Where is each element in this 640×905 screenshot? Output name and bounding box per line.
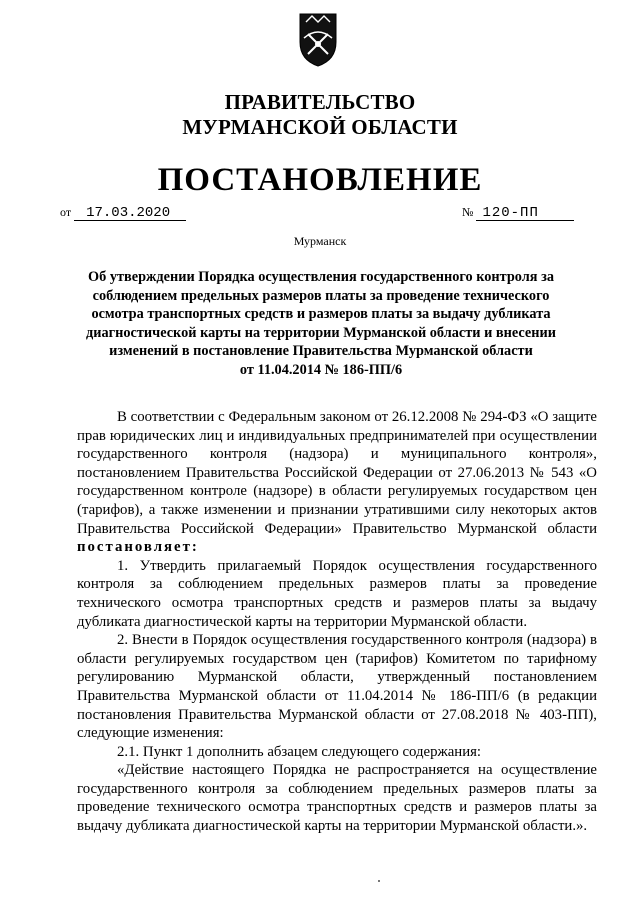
document-number bbox=[462, 205, 574, 221]
number-value: 120-ПП bbox=[476, 206, 574, 221]
clause-2-1-paragraph: 2.1. Пункт 1 дополнить абзацем следующего содержания: bbox=[117, 743, 482, 760]
document-body bbox=[77, 408, 597, 836]
coat-of-arms-icon bbox=[294, 8, 342, 68]
clause-1-paragraph: 1. Утвердить прилагаемый Порядок осуществления государственного контроля за соблюдением предельных размеров платы за проведение технического осмотра транспортных средств и размеров платы за выдачу дубликата диагностической карты на территории Мурманской области. bbox=[77, 557, 597, 630]
document-date bbox=[60, 205, 186, 221]
title-line: изменений в постановление Правительства Мурманской области bbox=[109, 343, 533, 360]
resolves-keyword: постановляет: bbox=[77, 539, 199, 556]
title-line: Об утверждении Порядка осуществления государственного контроля за bbox=[88, 269, 554, 285]
scan-speck bbox=[378, 880, 380, 882]
quoted-addition-paragraph: «Действие настоящего Порядка не распространяется на осуществление государственного контроля за соблюдением предельных размеров платы за проведение технического осмотра транспортных средств и размеров платы за выдачу дубликата диагностической карты на территории Мурманской области.». bbox=[77, 762, 597, 835]
title-line: соблюдением предельных размеров платы за проведение технического bbox=[92, 287, 550, 304]
clause-2-paragraph: 2. Внести в Порядок осуществления государственного контроля (надзора) в области регулируемых государством цен (тарифов) Комитетом по тарифному регулированию Мурманской области, утвержденный постановлением Правительства Мурманской области от 11.04.2014 № 186-ПП/6 (в редакции постановления Правительства Мурманской области от 27.08.2018 № 403-ПП), следующие изменения: bbox=[77, 632, 597, 742]
government-name-line2: МУРМАНСКОЙ ОБЛАСТИ bbox=[182, 115, 458, 139]
preamble-paragraph bbox=[77, 408, 597, 557]
document-type-title: ПОСТАНОВЛЕНИЕ bbox=[157, 162, 483, 198]
government-name-line1: ПРАВИТЕЛЬСТВО bbox=[224, 90, 416, 114]
preamble-text: В соответствии с Федеральным законом от 26.12.2008 № 294-ФЗ «О защите прав юридических лиц и индивидуальных предпринимателей при осуществлении государственного контроля (надзора) и муниципального контроля», постановлением Правительства Российской Федерации от 27.06.2013 № 543 «О государственном контроле (надзоре) в области регулируемых государством цен (тарифов), а также изменении и признании утратившими силу некоторых актов Правительства Российской Федерации» Правительство Мурманской области bbox=[77, 409, 597, 537]
title-line: диагностической карты на территории Мурманской области и внесении bbox=[86, 324, 556, 341]
number-prefix: № bbox=[462, 205, 474, 219]
title-line: от 11.04.2014 № 186-ПП/6 bbox=[239, 361, 403, 378]
title-line: осмотра транспортных средств и размеров платы за выдачу дубликата bbox=[91, 306, 551, 323]
city-name: Мурманск bbox=[293, 234, 347, 248]
document-title bbox=[86, 268, 556, 380]
date-value: 17.03.2020 bbox=[74, 206, 186, 221]
date-prefix: от bbox=[60, 205, 72, 219]
